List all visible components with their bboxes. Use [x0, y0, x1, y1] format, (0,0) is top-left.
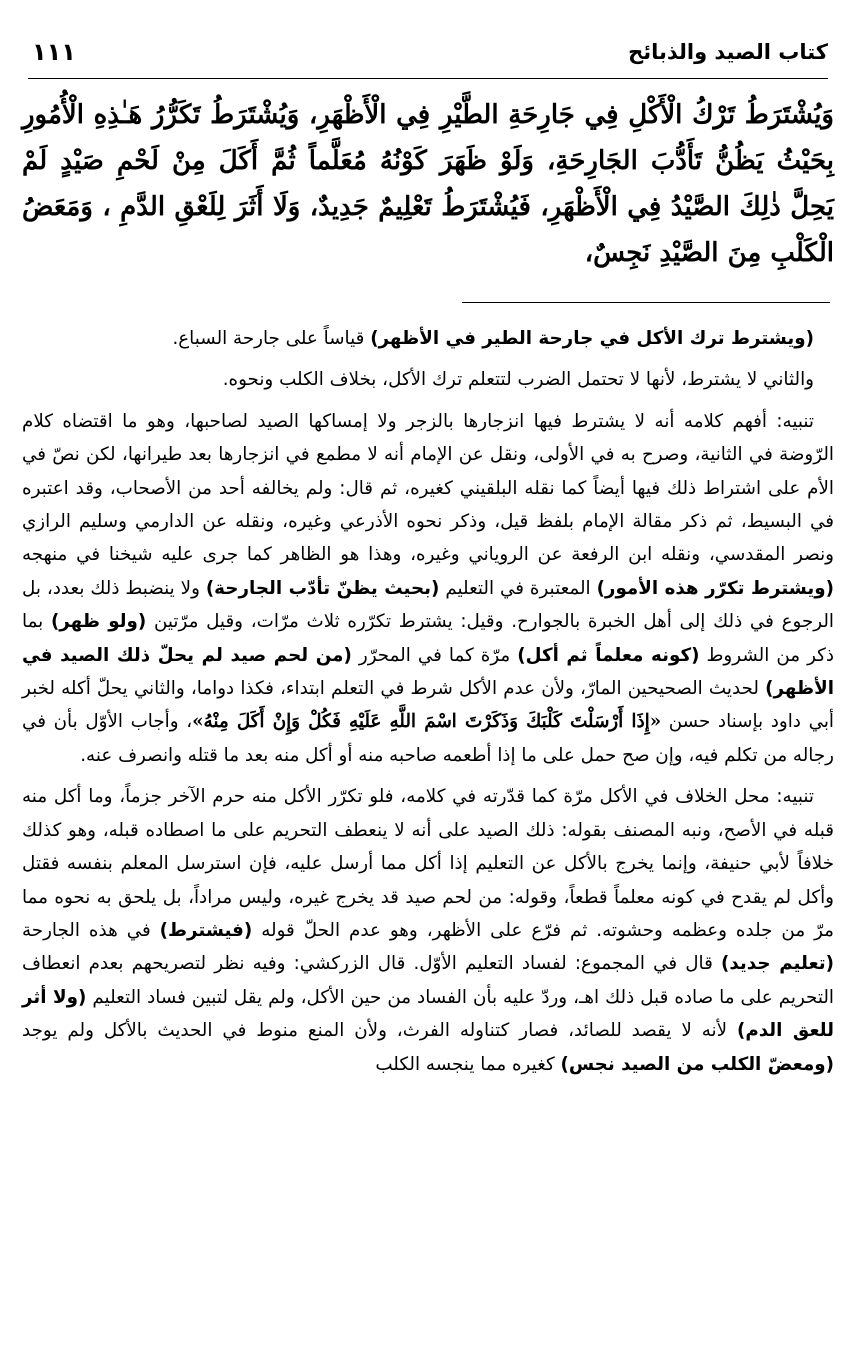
page-header — [28, 38, 828, 79]
commentary-text: لأنه لا يقصد للصائد، فصار كتناوله الفرث، ولأن المنع منوط في الحديث بالأكل ولم يوجد — [22, 1020, 737, 1042]
commentary-text: مرّة كما في المحرّر — [351, 644, 518, 666]
main-text: وَيُشْتَرَطُ تَرْكُ الْأَكْلِ فِي جَارِحَةِ الطَّيْرِ فِي الْأَظْهَرِ، وَيُشْتَرَطُ تَكَرُّرُ هَـٰذِهِ الْأُمُورِ بِحَيْثُ يَظُنُّ تَأَدُّبَ الجَارِحَةِ، وَلَوْ ظَهَرَ كَوْنُهُ مُعَلَّماً ثُمَّ أَكَلَ مِنْ لَحْمِ صَيْدٍ لَمْ يَحِلَّ ذٰلِكَ الصَّيْدُ فِي الْأَظْهَرِ، فَيُشْتَرَطُ تَعْلِيمٌ جَدِيدٌ، وَلَا أَثَرَ لِلَعْقِ الدَّمِ ، وَمَعَضُ الْكَلْبِ مِنَ الصَّيْدِ نَجِسٌ، — [22, 100, 834, 268]
commentary-text: قال في المجموع: لفساد التعليم الأوّل. قال الزركشي: وفيه نظر لتصريحهم بعدم انعطاف التحريم على ما صاده قبل ذلك اهـ، وردّ عليه بأن الفساد من حين الأكل، ولم يقل لتبين فساد التعليم — [22, 953, 834, 1008]
footnote-separator — [462, 302, 830, 303]
book-title: كتاب الصيد والذبائح — [628, 40, 828, 64]
commentary-text: لحديث الصحيحين المارّ، ولأن عدم الأكل شرط في التعلم ابتداء، فكذا دواما، والثاني يحلّ أكله لخبر أبي داود بإسناد حسن — [22, 678, 834, 733]
quoted-matn: (ولو ظهر) — [50, 611, 147, 633]
commentary-paragraph-2 — [22, 363, 834, 396]
commentary-text: في هذه الجارحة — [22, 919, 160, 941]
commentary-text: قياساً على جارحة السباع. — [172, 328, 371, 349]
commentary-paragraph-4 — [22, 780, 834, 1081]
commentary-text: تنبيه: محل الخلاف في الأكل مرّة كما قدّرته في كلامه، فلو تكرّر الأكل منه حرم الآخر جزماً، وما أكل منه قبله في الأصح، ونبه المصنف بقوله: ذلك الصيد على أنه لا ينعطف التحريم على ما اصطاده قبله، وهو كذلك خلافاً لأبي حنيفة، وإنما يخرج بالأكل عن التعليم إذا أكل مما أرسل عليه، فإن استرسل المعلم بنفسه فقتل وأكل لم يقدح في كونه معلماً قطعاً، وقوله: من لحم صيد قد يخرج غيره، وليس مراداً، بل يلحق به نحوه مما مرّ من جلده وعظمه وحشوته. ثم فرّع على الأظهر، وهو عدم الحلّ قوله — [22, 786, 834, 941]
quoted-matn: (ويشترط تكرّر هذه الأمور) — [596, 577, 834, 599]
commentary-paragraph-3 — [22, 405, 834, 772]
quoted-matn: (كونه معلماً ثم أكل) — [517, 644, 700, 666]
commentary-text: تنبيه: أفهم كلامه أنه لا يشترط فيها انزجارها بالزجر ولا إمساكها الصيد لصاحبها، وهو ما اقتضاه كلام الرّوضة في الثانية، وصرح به في الأولى، ونقل عن الإمام أنه لا مطمع في انزجارها بعد طيرانها، لكن نصّ في الأم على اشتراط ذلك فيها أيضاً كما نقله البلقيني كغيره، ثم قال: ولم يخالفه أحد من الأصحاب، وقد اعتبره في البسيط، ثم ذكر مقالة الإمام بلفظ قيل، وذكر نحوه الأذرعي وغيره، ونقله عن الدارمي وسليم الرازي ونصر المقدسي، ونقله ابن الرفعة عن الروياني وغيره، وهذا هو الظاهر كما جرى عليه شيخنا في منهجه — [22, 410, 834, 566]
commentary-paragraph-1 — [22, 322, 834, 355]
quoted-matn: (تعليم جديد) — [720, 953, 834, 975]
commentary-text: والثاني لا يشترط، لأنها لا تحتمل الضرب لتتعلم ترك الأكل، بخلاف الكلب ونحوه. — [222, 369, 814, 391]
quoted-matn: (فيشترط) — [159, 919, 253, 941]
quoted-matn: (ولا أثر للعق الدم) — [22, 986, 835, 1042]
hadith-quote: «إِذَا أَرْسَلْتَ كَلْبَكَ وَذَكَرْتَ اسْمَ اللَّهِ عَلَيْهِ فَكُلْ وَإِنْ أَكَلَ مِنْهُ» — [192, 711, 662, 733]
commentary-text: بما ذكر من الشروط — [22, 611, 835, 666]
quoted-matn: (ومعضّ الكلب من الصيد نجس) — [560, 1053, 834, 1075]
commentary-text: ولا ينضبط ذلك بعدد، بل الرجوع في ذلك إلى أهل الخبرة بالجوارح. وقيل: يشترط تكرّره ثلاث مرّات، وقيل مرّتين — [22, 577, 834, 633]
commentary-text: ، وأجاب الأوّل بأن في رجاله من تكلم فيه، وإن صح حمل على ما إذا أطعمه صاحبه منه أو أكل منه بعد ما قتله وانصرف عنه. — [22, 711, 834, 766]
quoted-matn: (بحيث يظنّ تأدّب الجارحة) — [205, 577, 440, 599]
commentary-text: كغيره مما ينجسه الكلب — [375, 1053, 561, 1075]
commentary — [22, 322, 834, 1350]
quoted-matn: (ويشترط ترك الأكل في جارحة الطير في الأظهر) — [370, 328, 814, 349]
quoted-matn: (من لحم صيد لم يحلّ ذلك الصيد في الأظهر) — [22, 644, 834, 700]
page-number: ١١١ — [32, 38, 76, 66]
commentary-text: المعتبرة في التعليم — [439, 577, 597, 599]
